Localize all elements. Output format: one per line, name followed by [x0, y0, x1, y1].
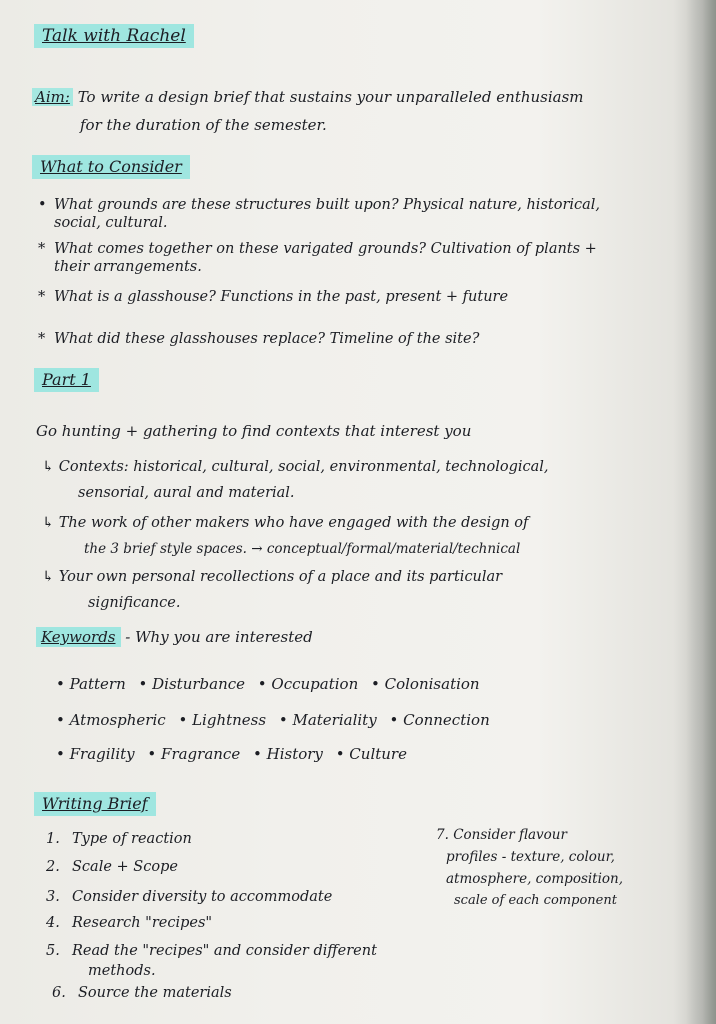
part1-heading: Part 1 [34, 368, 99, 392]
brief-item-3 [46, 888, 332, 906]
brief-item-text: Read the "recipes" and consider different [72, 943, 377, 959]
keyword-item: • Atmospheric [56, 711, 166, 729]
consider-bullet-1-cont: social, cultural. [54, 215, 168, 231]
aim-line-2: for the duration of the semester. [80, 116, 327, 134]
bullet-marker: * [38, 289, 46, 305]
brief-item-number: 4. [46, 915, 60, 931]
brief-item-7-line-3: atmosphere, composition, [446, 871, 624, 887]
brief-item-7-line-2: profiles - texture, colour, [446, 849, 615, 865]
keywords-suffix: - Why you are interested [125, 628, 313, 646]
keywords-heading [36, 628, 313, 646]
aim-label: Aim: [32, 88, 73, 106]
brief-item-1 [46, 830, 192, 848]
brief-item-number: 2. [46, 859, 60, 875]
brief-item-7 [436, 826, 567, 844]
keyword-item: • Connection [389, 711, 490, 729]
aim-text-1: To write a design brief that sustains your unparalleled enthusiasm [77, 88, 584, 106]
keyword-item: • Fragility [56, 745, 135, 763]
keyword-item: • Occupation [257, 675, 359, 693]
keyword-item: • Culture [335, 745, 407, 763]
page-title: Talk with Rachel [34, 24, 194, 48]
part1-item-3-cont: significance. [88, 595, 181, 611]
consider-heading: What to Consider [32, 155, 190, 179]
consider-bullet-2-cont: their arrangements. [54, 259, 202, 275]
bullet-marker: * [38, 331, 46, 347]
brief-item-text: Source the materials [78, 985, 232, 1001]
part1-item-2-cont: the 3 brief style spaces. → conceptual/formal/material/technical [84, 541, 521, 557]
brief-item-number: 6. [52, 985, 66, 1001]
brief-item-7-line-1: Consider flavour [453, 827, 567, 843]
brief-item-5-cont: methods. [88, 963, 156, 979]
part1-item-1 [42, 458, 549, 476]
consider-bullet-1 [38, 196, 600, 214]
brief-item-text: Research "recipes" [72, 915, 213, 931]
keywords-row-3 [56, 744, 415, 764]
arrow-icon: ↳ [42, 515, 55, 531]
brief-item-number: 7. [436, 827, 449, 843]
part1-item-2-text: The work of other makers who have engaged with the design of [58, 515, 529, 531]
keywords-row-2 [56, 710, 498, 730]
writing-brief-heading: Writing Brief [34, 792, 156, 816]
keywords-row-1 [56, 674, 488, 694]
part1-item-3 [42, 568, 502, 586]
consider-bullet-2-text: What comes together on these varigated grounds? Cultivation of plants + [54, 241, 597, 257]
brief-item-text: Consider diversity to accommodate [72, 889, 333, 905]
keyword-item: • Colonisation [371, 675, 480, 693]
consider-bullet-1-text: What grounds are these structures built upon? Physical nature, historical, [54, 197, 601, 213]
keywords-label: Keywords [36, 627, 121, 647]
notebook-binding-shadow [686, 0, 716, 1024]
aim-line-1 [32, 88, 584, 106]
brief-item-text: Type of reaction [72, 831, 192, 847]
part1-item-3-text: Your own personal recollections of a place and its particular [58, 569, 503, 585]
keyword-item: • Disturbance [138, 675, 246, 693]
consider-bullet-2 [38, 240, 597, 258]
bullet-marker: * [38, 241, 46, 257]
consider-bullet-4-text: What did these glasshouses replace? Timeline of the site? [54, 331, 480, 347]
part1-item-2 [42, 514, 528, 532]
bullet-marker: • [38, 197, 47, 213]
keyword-item: • History [253, 745, 323, 763]
keyword-item: • Fragrance [147, 745, 241, 763]
brief-item-4 [46, 914, 212, 932]
brief-item-6 [52, 984, 232, 1002]
part1-item-1-text: Contexts: historical, cultural, social, environmental, technological, [58, 459, 549, 475]
part1-item-1-cont: sensorial, aural and material. [78, 485, 295, 501]
keyword-item: • Lightness [178, 711, 267, 729]
brief-item-number: 1. [46, 831, 60, 847]
keyword-item: • Pattern [56, 675, 126, 693]
brief-item-5 [46, 942, 377, 960]
consider-bullet-3-text: What is a glasshouse? Functions in the past, present + future [54, 289, 509, 305]
brief-item-number: 5. [46, 943, 60, 959]
brief-item-text: Scale + Scope [72, 859, 178, 875]
brief-item-number: 3. [46, 889, 60, 905]
arrow-icon: ↳ [42, 459, 55, 475]
consider-bullet-3 [38, 288, 508, 306]
brief-item-2 [46, 858, 178, 876]
keyword-item: • Materiality [278, 711, 377, 729]
brief-item-7-line-4: scale of each component [454, 893, 617, 908]
arrow-icon: ↳ [42, 569, 55, 585]
consider-bullet-4 [38, 330, 479, 348]
part1-intro: Go hunting + gathering to find contexts that interest you [36, 422, 472, 440]
